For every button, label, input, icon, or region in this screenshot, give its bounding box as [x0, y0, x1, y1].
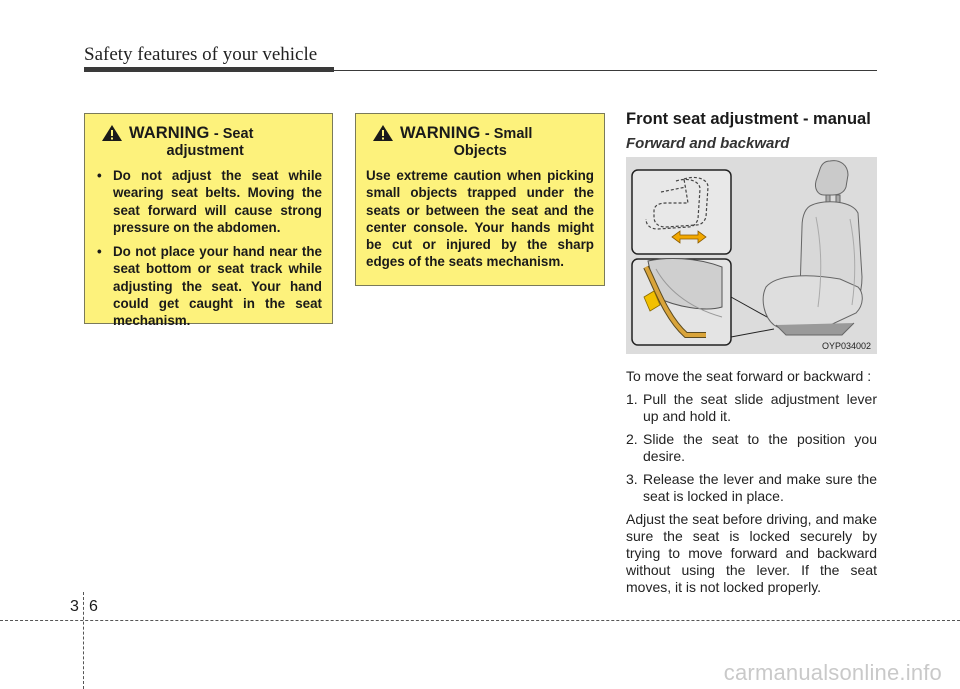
step-number: 1.	[626, 391, 638, 407]
warning-label: WARNING	[129, 124, 210, 142]
warning-subtitle-line2: adjustment	[166, 143, 244, 159]
step-number: 2.	[626, 431, 638, 447]
header-title: Safety features of your vehicle	[84, 44, 318, 65]
step-number: 3.	[626, 471, 638, 487]
warning-bullet: • Do not place your hand near the seat bottom or seat track while adjusting the seat. Your hand could get caught in the seat mechanism.	[95, 243, 322, 329]
warning-bullets	[95, 167, 322, 330]
footer-rule	[0, 620, 960, 621]
intro-text: To move the seat forward or backward :	[626, 368, 872, 384]
closing-text: Adjust the seat before driving, and make sure the seat is locked securely by trying to move forward and backward without using the lever. If the seat moves, it is not locked properly.	[626, 511, 877, 595]
seat-drawing	[626, 157, 877, 354]
instructions	[626, 368, 877, 602]
warning-seat-header	[95, 124, 322, 159]
header-rule	[84, 67, 334, 72]
warning-small-objects	[355, 113, 605, 286]
warning-triangle-icon	[101, 124, 123, 142]
step-text: Slide the seat to the position you desire.	[643, 431, 877, 464]
warning-triangle-icon	[372, 124, 394, 142]
step-text: Release the lever and make sure the seat is locked in place.	[643, 471, 877, 504]
step-item	[626, 471, 877, 505]
page-chapter: 3	[70, 598, 79, 615]
warning-subtitle-line2: Objects	[453, 143, 507, 159]
header-rule-thin	[334, 70, 877, 71]
warning-label: WARNING	[400, 124, 481, 142]
step-item	[626, 431, 877, 465]
page-number: 6	[89, 598, 98, 615]
warning-subtitle: - Seat	[213, 126, 254, 142]
warning-objects-header	[366, 124, 594, 159]
section-title: Front seat adjustment - manual	[626, 110, 871, 128]
warning-text: Use extreme caution when picking small objects trapped under the seats or between the seat and the center console. Your hands might be cut or injured by the sharp edges of the seats mechanism.	[366, 168, 594, 270]
section-subtitle: Forward and backward	[626, 135, 790, 152]
figure-code: OYP034002	[821, 341, 871, 351]
warning-subtitle: - Small	[484, 126, 533, 142]
footer-divider	[83, 592, 84, 689]
warning-bullet: • Do not adjust the seat while wearing seat belts. Moving the seat forward will cause strong pressure on the abdomen.	[95, 167, 322, 236]
step-item	[626, 391, 877, 425]
step-text: Pull the seat slide adjustment lever up and hold it.	[643, 391, 877, 424]
seat-main	[763, 161, 862, 335]
warning-seat-adjustment	[84, 113, 333, 329]
watermark: carmanualsonline.info	[723, 660, 942, 685]
seat-illustration	[626, 157, 877, 354]
